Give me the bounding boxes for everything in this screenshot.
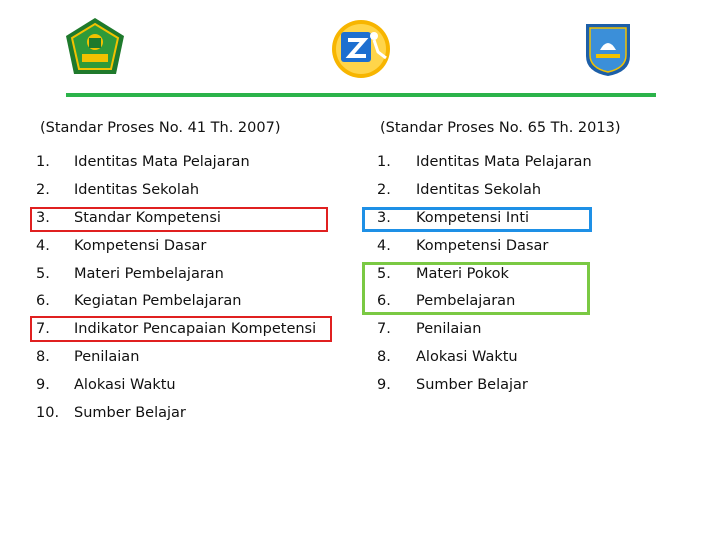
item-text: Identitas Sekolah	[416, 182, 542, 198]
item-number: 8.	[36, 349, 50, 365]
item-text: Penilaian	[416, 321, 482, 337]
item-number: 4.	[36, 238, 50, 254]
item-number: 5.	[377, 266, 391, 282]
item-number: 7.	[36, 321, 50, 337]
list-item	[377, 345, 518, 369]
item-number: 1.	[36, 154, 50, 170]
list-item	[377, 373, 528, 397]
list-item	[377, 150, 592, 174]
header-divider	[66, 93, 656, 97]
item-number: 1.	[377, 154, 391, 170]
item-number: 5.	[36, 266, 50, 282]
item-number: 4.	[377, 238, 391, 254]
item-text: Kompetensi Inti	[416, 210, 530, 226]
item-text: Indikator Pencapaian Kompetensi	[74, 321, 317, 337]
item-text: Sumber Belajar	[74, 405, 186, 421]
item-text: Standar Kompetensi	[74, 210, 221, 226]
list-item	[36, 234, 206, 258]
tut-wuri-handayani-icon	[582, 20, 634, 78]
column-heading-2007: (Standar Proses No. 41 Th. 2007)	[40, 120, 281, 136]
item-text: Kompetensi Dasar	[416, 238, 549, 254]
list-item	[377, 262, 509, 286]
item-text: Kompetensi Dasar	[74, 238, 207, 254]
item-number: 6.	[377, 293, 391, 309]
list-item	[36, 317, 316, 341]
list-item	[377, 317, 481, 341]
item-text: Identitas Mata Pelajaran	[416, 154, 592, 170]
item-text: Identitas Mata Pelajaran	[74, 154, 250, 170]
list-item	[36, 150, 250, 174]
item-number: 10.	[36, 405, 60, 421]
list-item	[36, 373, 176, 397]
item-text: Identitas Sekolah	[74, 182, 200, 198]
item-text: Materi Pembelajaran	[74, 266, 224, 282]
item-text: Alokasi Waktu	[416, 349, 518, 365]
item-number: 7.	[377, 321, 391, 337]
item-number: 9.	[377, 377, 391, 393]
item-text: Pembelajaran	[416, 293, 516, 309]
list-item	[36, 289, 241, 313]
item-number: 3.	[377, 210, 391, 226]
item-number: 6.	[36, 293, 50, 309]
item-text: Alokasi Waktu	[74, 377, 176, 393]
item-number: 2.	[36, 182, 50, 198]
list-item	[377, 234, 548, 258]
item-text: Sumber Belajar	[416, 377, 528, 393]
item-text: Kegiatan Pembelajaran	[74, 293, 242, 309]
kurikulum-2013-logo-icon	[330, 18, 392, 80]
list-item	[36, 345, 139, 369]
list-item	[36, 401, 186, 425]
item-number: 8.	[377, 349, 391, 365]
item-text: Penilaian	[74, 349, 140, 365]
item-number: 9.	[36, 377, 50, 393]
list-item	[377, 178, 541, 202]
list-item	[377, 206, 529, 230]
list-item	[377, 289, 515, 313]
list-item	[36, 206, 221, 230]
item-number: 2.	[377, 182, 391, 198]
item-number: 3.	[36, 210, 50, 226]
kemenag-emblem-icon	[62, 16, 128, 78]
list-item	[36, 262, 224, 286]
item-text: Materi Pokok	[416, 266, 509, 282]
column-heading-2013: (Standar Proses No. 65 Th. 2013)	[380, 120, 621, 136]
list-item	[36, 178, 199, 202]
